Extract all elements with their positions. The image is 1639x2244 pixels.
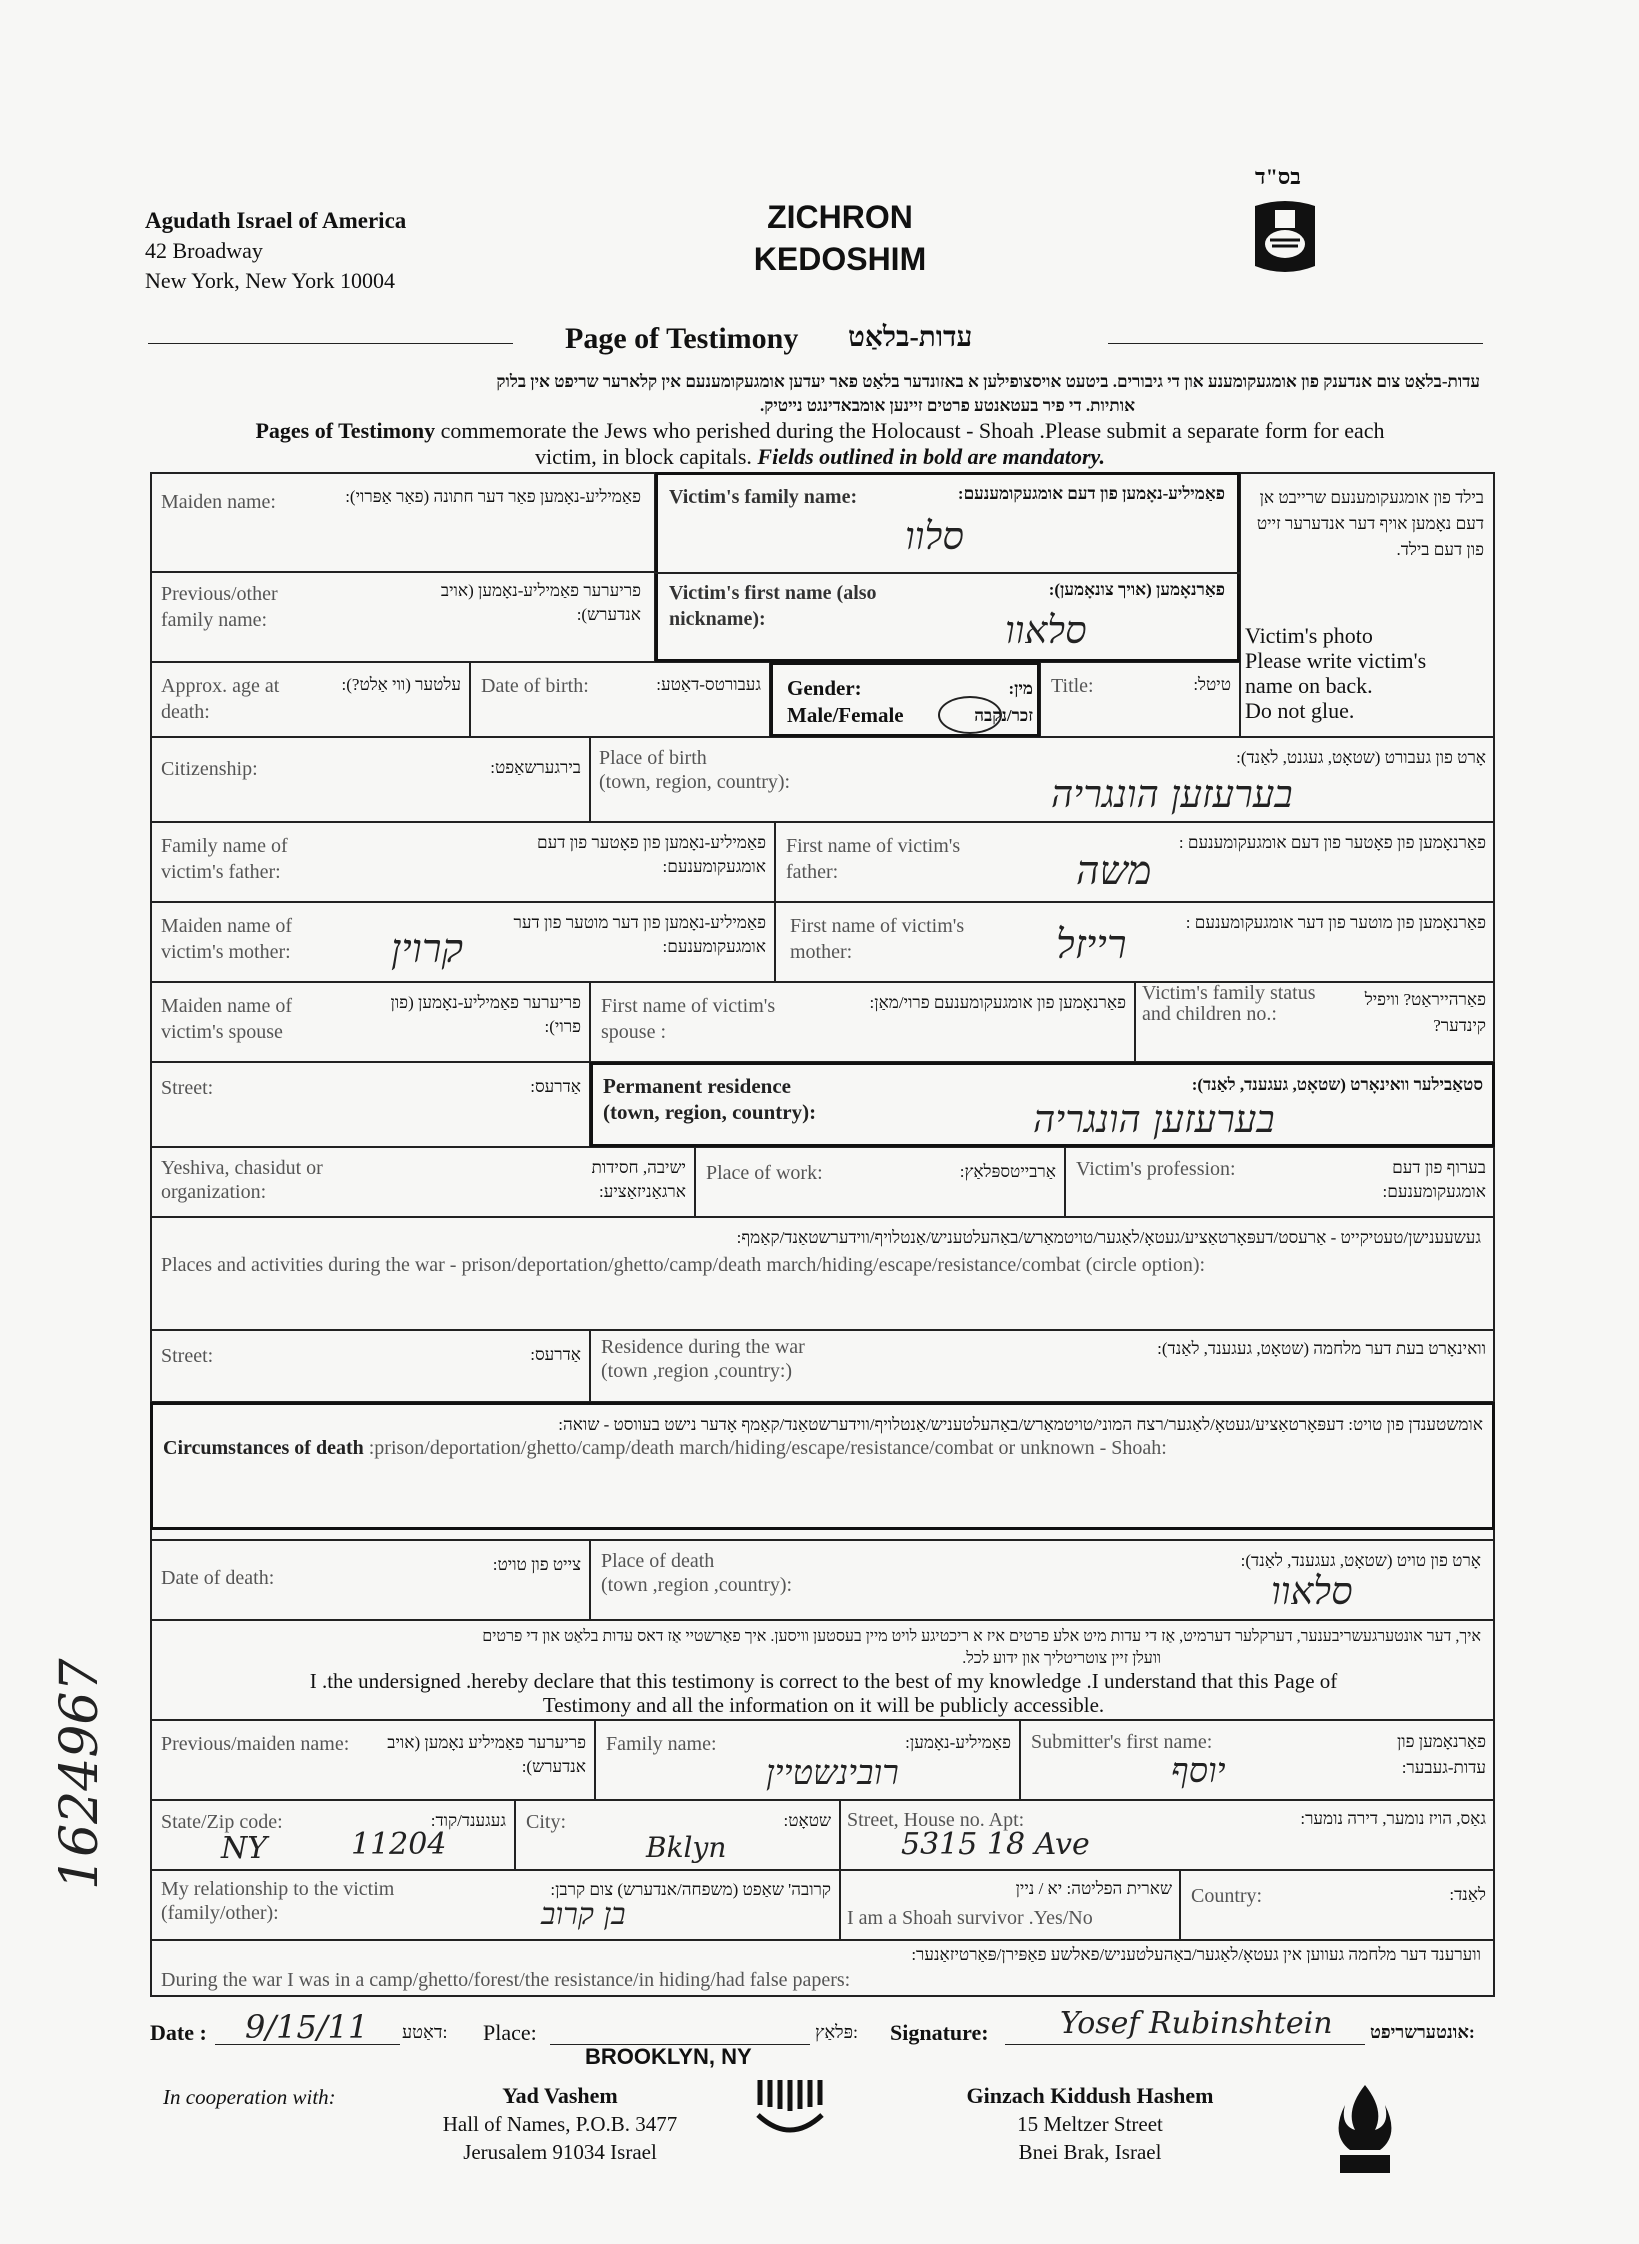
circumstances-label-rest: :prison/deportation/ghetto/camp/death march/hiding/escape/resistance/combat or unknown - Shoah: [363,1437,1167,1459]
mother-first-value[interactable]: רייזל [1056,922,1127,968]
workplace-label: Place of work: [706,1162,823,1184]
war-residence-field[interactable] [590,1330,1495,1402]
profession-label: Victim's profession: [1076,1158,1236,1180]
submitter-city-hebrew: שטאָט: [783,1811,831,1830]
ginzach-logo [1330,2080,1400,2180]
org-address-1: 42 Broadway [145,238,263,263]
series-line-1: ZICHRON [767,199,913,235]
father-first-value[interactable]: משה [1076,848,1152,894]
gender-label-2: Male/Female [787,703,904,727]
photo-line-4: Do not glue. [1245,698,1355,723]
flame-icon [1330,2080,1400,2180]
spouse-first-hebrew: פאַרנאָמען פון אומגעקומענעם פרוי/מאַן: [869,993,1126,1012]
war-residence-label [601,1335,805,1383]
submitter-family-label: Family name: [606,1733,717,1755]
permanent-residence-label-1: Permanent residence [603,1074,791,1098]
age-field[interactable] [150,662,470,737]
war-activities-label: Places and activities during the war - prison/deportation/ghetto/camp/death march/hiding/escape/resistance/combat (circle option): [161,1254,1206,1276]
during-war-label: During the war I was in a camp/ghetto/forest/the resistance/in hiding/had false papers: [161,1969,851,1991]
survivor-label: I am a Shoah survivor .Yes/No [847,1907,1093,1929]
dob-label: Date of birth: [481,675,589,697]
survivor-field[interactable] [840,1870,1180,1940]
submitter-first-hebrew: פאַרנאָמען פון עדות-געבער: [1396,1732,1486,1777]
age-label: Approx. age at death: [161,675,280,723]
submitter-state-label: State/Zip code: [161,1811,283,1833]
first-name-field[interactable] [655,574,1240,662]
family-name-field[interactable] [655,472,1240,572]
workplace-hebrew: אַרבייטספּלאַץ: [959,1162,1056,1181]
org-address-2: New York, New York 10004 [145,268,395,293]
org-name: Agudath Israel of America [145,208,407,233]
date-hebrew: דאַטע: [402,2022,448,2042]
first-name-value[interactable]: סלאוו [1005,608,1087,652]
ginzach-address-2: Bnei Brak, Israel [1018,2140,1162,2164]
divider-right [1108,343,1483,344]
first-name-hebrew: פאַרנאָמען (אויך צונאָמען): [1048,580,1225,599]
declaration-hebrew-2: וועלן זיין צוטריטליך און ידוע לכל. [962,1650,1161,1667]
mother-first-field[interactable] [775,902,1495,982]
birthplace-label [599,746,790,794]
relationship-label: My relationship to the victim (family/other): [161,1878,395,1924]
yad-vashem-name: Yad Vashem [502,2083,618,2108]
title-hebrew: טיטל: [1193,675,1231,694]
divider-left [148,343,513,344]
place-value[interactable]: BROOKLYN, NY [585,2044,752,2069]
family-name-label: Victim's family name: [669,486,858,508]
circumstances-label [163,1437,1488,1460]
place-hebrew: פּלאַץ: [815,2022,859,2042]
war-residence-label-2: (town ,region ,country:) [601,1360,793,1382]
spouse-first-label: First name of victim's spouse : [601,995,776,1043]
submitter-state-value[interactable]: NY [221,1831,268,1866]
submitter-zip-value[interactable]: 11204 [351,1827,447,1862]
previous-family-name-hebrew: פריערער פאַמיליע-נאָמען (אויב אנדערש): [440,581,641,624]
war-street-hebrew: אַדרעס: [530,1345,581,1364]
previous-family-name-label: Previous/other family name: [161,583,278,631]
intro-hebrew-1: עדות-בלאַט צום אנדענק פון אומגעקומענע און די גיבורים. ביטעט אויסצופילען א באזונדער בלאַט פאר יעדען אומגעקומענעם אין קלארער שריפט אין בלוק [496,372,1480,391]
gender-hebrew-1: מין: [1008,679,1033,698]
intro-text-2: victim, in block capitals. [535,444,758,469]
place-death-hebrew: אָרט פון טויט (שטאָט, געגענד, לאַנד): [1240,1551,1481,1570]
ginzach-block [920,2082,1260,2166]
submitter-first-label: Submitter's first name: [1031,1731,1213,1753]
submitter-country-field[interactable] [1180,1870,1495,1940]
war-residence-label-1: Residence during the war [601,1336,805,1358]
yeshiva-field[interactable] [150,1147,695,1217]
signature-value[interactable]: Yosef Rubinshtein [1060,2006,1333,2041]
declaration-hebrew-1: איך, דער אונטערגעשריבענער, דערקלער דערמיט, אַז די עדות מיט אלע פרטים איז א ריכטיגע לויט מיין בעסטען וויסען. איך פאַרשטיי אַז דאס עדות בלאַט און די פרטים [482,1628,1481,1645]
father-family-field[interactable] [150,822,775,902]
father-family-label: Family name of victim's father: [161,835,288,883]
during-war-hebrew: ווערענד דער מלחמה געווען אין געטאָ/לאַגער/באַהעלטעניש/פאלשע פאַפּירן/פּאַרטיזאַנער: [911,1945,1481,1964]
submitter-street-value[interactable]: 5315 18 Ave [901,1827,1090,1862]
intro-hebrew-2: אותיות. די פיר בעטאנטע פרטים זיינען אומבאדינגט נייטיק. [760,396,1135,415]
intro-bold: Pages of Testimony [255,418,436,443]
family-status-label: Victim's family status and children no.: [1142,982,1316,1025]
signature-hebrew: אונטערשריפט: [1370,2022,1475,2042]
war-activities-hebrew: געשעענישן/טעטיקייט - אַרעסט/דעפּאָרטאַציע/געטאָ/לאַגער/טויטמאַרש/באַהעלטעניש/אַנטלויף/ווידערשטאַנד/קאַמף: [736,1228,1481,1247]
birthplace-label-2: (town, region, country): [599,771,791,793]
cooperation-label: In cooperation with: [163,2085,336,2109]
spacer-row [150,1530,1495,1540]
birthplace-field[interactable] [590,737,1495,822]
date-death-label: Date of death: [161,1567,275,1589]
menorah-icon [750,2075,830,2155]
permanent-residence-hebrew: סטאַבילער וואינאָרט (שטאָט, געגענד, לאַנד): [1191,1075,1483,1094]
gender-field[interactable] [770,662,1040,737]
intro-mandatory-note: Fields outlined in bold are mandatory. [757,444,1105,469]
profession-field[interactable] [1065,1147,1495,1217]
mother-maiden-label: Maiden name of victim's mother: [161,915,293,963]
relationship-hebrew: קרובה' שאַפט (משפחה/אנדערש) צום קרבן: [550,1880,831,1899]
place-death-label-2: (town ,region ,country): [601,1574,793,1596]
place-death-label [601,1549,792,1597]
street-hebrew: אַדרעס: [530,1077,581,1096]
citizenship-hebrew: בירגערשאַפט: [490,758,581,777]
yad-vashem-address-2: Jerusalem 91034 Israel [463,2140,657,2164]
agudath-logo [1250,196,1320,278]
photo-line-2: Please write victim's [1245,648,1427,673]
signature-label: Signature: [890,2020,989,2045]
submitter-first-value[interactable]: יוסף [1171,1751,1226,1791]
workplace-field[interactable] [695,1147,1065,1217]
spouse-maiden-label: Maiden name of victim's spouse [161,995,293,1043]
permanent-residence-field[interactable] [590,1062,1495,1147]
circumstances-label-bold: Circumstances of death [163,1437,364,1459]
gender-hebrew-2: זכר/נקבה [974,706,1033,725]
previous-family-name-field[interactable] [150,572,655,662]
survivor-hebrew: שארית הפליטה: יא / ניין [1015,1879,1172,1898]
photo-box-english [1245,623,1426,723]
circumstances-hebrew: אומשטענדן פון טויט: דעפּאָרטאַציע/געטאָ/לאַגער/רצח המוני/טויטמאַרש/באַהעלטעניש/אַנטלויף/ווידערשטאַנד/קאַמף אָדער נישט בעווסט - שואה: [558,1415,1483,1434]
street-field[interactable] [150,1062,590,1147]
declaration-block [150,1620,1495,1720]
photo-line-3: name on back. [1245,673,1373,698]
gender-label-1: Gender: [787,676,862,700]
mother-maiden-value[interactable]: קרוין [391,926,463,972]
relationship-value[interactable]: בן קרוב [541,1897,626,1932]
submitter-city-value[interactable]: Bklyn [646,1831,727,1864]
permanent-residence-label-2: (town, region, country): [603,1100,817,1124]
submitter-family-field[interactable] [595,1720,1020,1800]
org-block [145,208,525,294]
family-status-hebrew: פאַרהייראַט? וויפיל קינדער? [1364,990,1486,1035]
mother-first-hebrew: פאַרנאָמען פון מוטער פון דער אומגעקומענעם : [1185,913,1486,932]
place-death-label-1: Place of death [601,1550,715,1572]
series-line-2: KEDOSHIM [753,241,927,277]
page-title-hebrew: עדות-בלאַט [848,322,973,353]
bsd-mark: בס"ד [1255,164,1301,189]
submitter-state-field[interactable] [150,1800,515,1870]
submitter-prev-name-hebrew: פריערער פאַמיליע נאָמען (אויב אנדערש): [387,1733,586,1776]
ginzach-name: Ginzach Kiddush Hashem [966,2083,1214,2108]
war-street-field[interactable] [150,1330,590,1402]
submitter-prev-name-label: Previous/maiden name: [161,1733,350,1755]
title-field[interactable] [1040,662,1240,737]
yeshiva-label: Yeshiva, chasidut or organization: [161,1157,323,1203]
yad-vashem-logo [750,2075,830,2155]
permanent-residence-value[interactable]: בערעזען הונגריה [1033,1097,1275,1141]
spouse-maiden-hebrew: פריערער פאַמיליע-נאָמען (פון פרוי): [390,993,581,1036]
father-first-hebrew: פאַרנאָמען פון פאָטער פון דעם אומגעקומענעם : [1178,833,1486,852]
yad-vashem-block [400,2082,720,2166]
submitter-street-hebrew: גאַס, הויז נומער, דירה נומער: [1300,1809,1486,1828]
mother-maiden-field[interactable] [150,902,775,982]
submitter-first-field[interactable] [1020,1720,1495,1800]
place-label: Place: [483,2020,537,2045]
photo-box [1240,472,1495,737]
first-name-label: Victim's first name (also nickname): [669,582,877,630]
yeshiva-hebrew: ישיבה, חסידות ארגאַניזאַציע: [591,1158,686,1201]
maiden-name-field[interactable] [150,472,655,572]
submitter-family-hebrew: פאַמיליע-נאָמען: [905,1733,1011,1752]
place-death-field[interactable] [590,1540,1495,1620]
mother-maiden-hebrew: פאַמיליע-נאָמען פון דער מוטער פון דער אומגעקומענעם: [513,913,766,956]
submitter-country-label: Country: [1191,1885,1263,1907]
during-war-field[interactable] [150,1940,1495,1997]
photo-line-1: Victim's photo [1245,623,1373,648]
declaration-english [161,1669,1486,1717]
date-value[interactable]: 9/15/11 [245,2008,369,2046]
spouse-maiden-field[interactable] [150,982,590,1062]
photo-box-hebrew: בילד פון אומגעקומענעם שרייבט אן דעם נאָמען אויף דער אנדערער זייט פון דעם בילד. [1256,488,1484,559]
date-death-hebrew: צייט פון טויט: [492,1555,581,1574]
gender-circle-mark [938,696,1002,734]
birthplace-value[interactable]: בערעזען הונגריה [1051,772,1293,816]
citizenship-field[interactable] [150,737,590,822]
permanent-residence-label [603,1073,816,1125]
agudath-logo-icon [1250,196,1320,278]
birthplace-label-1: Place of birth [599,747,707,769]
mother-first-label: First name of victim's mother: [790,915,965,963]
father-first-label: First name of victim's father: [786,835,961,883]
declaration-english-1: I .the undersigned .hereby declare that this testimony is correct to the best of my knowledge .I understand that this Page of [309,1669,1338,1693]
family-name-hebrew: פאַמיליע-נאָמען פון דעם אומגעקומענעם: [957,484,1225,503]
relationship-field[interactable] [150,1870,840,1940]
submitter-street-label: Street, House no. Apt: [847,1809,1025,1831]
title-label: Title: [1051,675,1094,697]
date-death-field[interactable] [150,1540,590,1620]
submitter-state-hebrew: געגענד/קוד: [430,1811,506,1830]
war-residence-hebrew: וואינאָרט בעת דער מלחמה (שטאָט, געגענד, לאַנד): [1157,1339,1486,1358]
family-status-field[interactable] [1135,982,1495,1062]
intro-english [140,418,1500,470]
submitter-city-field[interactable] [515,1800,840,1870]
spouse-first-field[interactable] [590,982,1135,1062]
gender-label [787,675,904,729]
citizenship-label: Citizenship: [161,758,258,780]
profession-hebrew: בערוף פון דעם אומגעקומענעם: [1382,1158,1486,1201]
street-label: Street: [161,1077,214,1099]
age-hebrew: עלטער (ווי אַלט?): [341,675,461,694]
submitter-country-hebrew: לאַנד: [1449,1885,1486,1904]
war-street-label: Street: [161,1345,214,1367]
dob-hebrew: געבורטס-דאַטע: [656,675,761,694]
father-first-field[interactable] [775,822,1495,902]
ginzach-address-1: 15 Meltzer Street [1017,2112,1163,2136]
declaration-english-2: Testimony and all the information on it will be publicly accessible. [542,1693,1105,1717]
maiden-name-label: Maiden name: [161,491,276,513]
birthplace-hebrew: אָרט פון געבורט (שטאָט, געגנט, לאַנד): [1236,748,1486,767]
form-series-title [700,196,980,280]
submitter-street-field[interactable] [840,1800,1495,1870]
place-death-value[interactable]: סלאוו [1271,1569,1353,1613]
yad-vashem-address-1: Hall of Names, P.O.B. 3477 [442,2112,678,2136]
father-family-hebrew: פאַמיליע-נאָמען פון פאָטער פון דעם אומגעקומענעם: [536,833,766,876]
page-title: Page of Testimony [565,322,799,355]
submitter-family-value[interactable]: רובינשטיין [766,1753,899,1793]
intro-text-1: commemorate the Jews who perished during the Holocaust - Shoah .Please submit a separate form for each [435,418,1385,443]
submitter-prev-name-field[interactable] [150,1720,595,1800]
war-activities-field[interactable] [150,1217,1495,1330]
signature-line [1005,2044,1365,2045]
dob-field[interactable] [470,662,770,737]
date-label: Date : [150,2020,207,2045]
submitter-city-label: City: [526,1811,567,1833]
circumstances-field[interactable] [150,1402,1495,1530]
margin-id-number: 1624967 [50,1658,110,1890]
maiden-name-hebrew: פאַמיליע-נאָמען פאַר דער חתונה (פאַר אַפּרוי): [345,487,641,506]
family-name-value[interactable]: סלוו [905,514,964,558]
